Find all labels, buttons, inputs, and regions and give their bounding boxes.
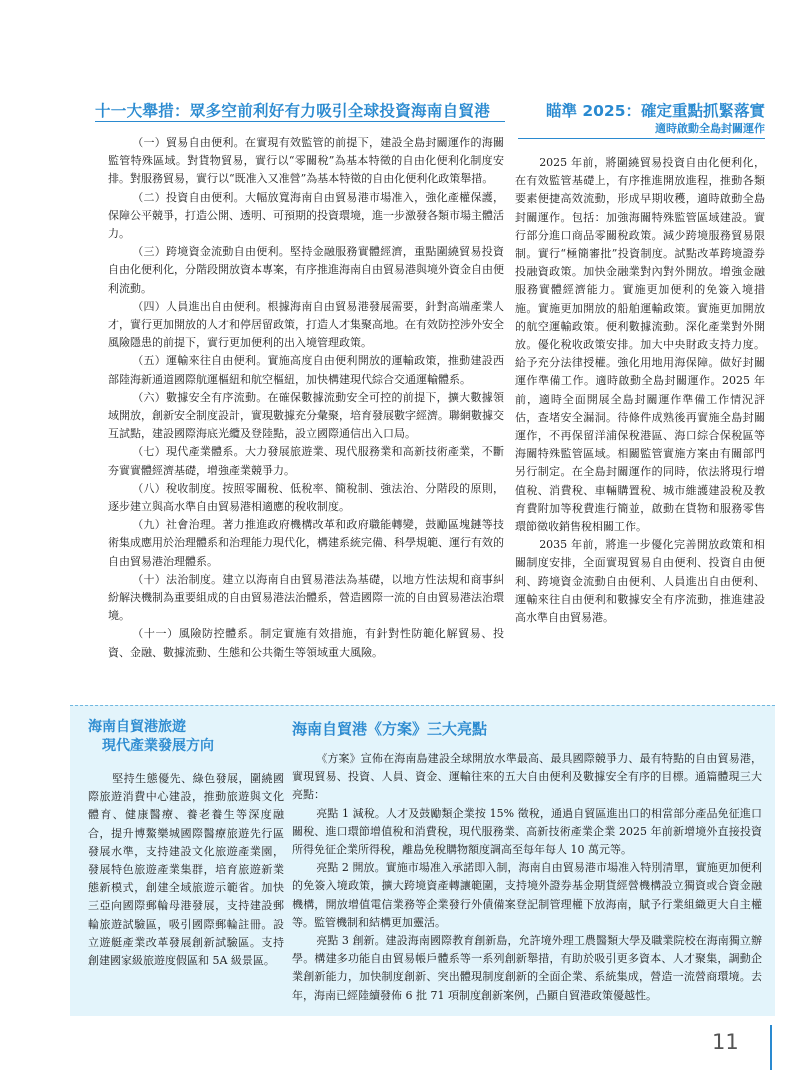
page-number-rule: [770, 1025, 772, 1070]
paragraph: 亮點 3 創新。建設海南國際教育創新島，允許境外理工農醫類大學及職業院校在海南獨立辦學。構建多功能自由貿易帳戶體系等一系列創新舉措，有助於吸引更多資本、人才聚集，調動企業創新能力，加快制度創新、突出體現制度創新的全面企業、系統集成，營造一流營商環境。去年，海南已經陸續發佈 6 批 71 項制度創新案例，凸顯自貿港政策優越性。: [292, 934, 762, 1002]
paragraph: （六）數據安全有序流動。在確保數據流動安全可控的前提下，擴大數據領域開放，創新安全制度設計，實現數據充分彙聚，培育發展數字經濟。聯網數據交互試點，建設國際海底光纜及登陸點，設立國際通信出入口局。: [108, 390, 504, 441]
right-section-body: [515, 154, 765, 627]
main-title-divider: [95, 121, 505, 122]
paragraph: （十）法治制度。建立以海南自由貿易港法為基礎，以地方性法規和商事糾紛解決機制為重要組成的自由貿易港法治體系，營造國際一流的自由貿易港法治環境。: [108, 572, 504, 623]
plan-section-title: 海南自貿港《方案》三大亮點: [292, 720, 488, 738]
tourism-section-title: [88, 718, 288, 756]
paragraph: （三）跨境資金流動自由便利。堅持金融服務實體經濟，重點圍繞貿易投資自由化便利化，分階段開放資本專案，有序推進海南自由貿易港與境外資金自由便利流動。: [108, 245, 504, 295]
paragraph: 2025 年前，將圍繞貿易投資自由化便利化，在有效監管基礎上，有序推進開放進程，推動各類要素便捷高效流動，形成早期收穫，適時啟動全島封關運作。包括：加強海關特殊監管區域建設。實行部分進口商品零關稅政策。減少跨境服務貿易限制。實行“極簡審批”投資制度。試點改革跨境證券投融資政策。加快金融業對內對外開放。增強金融服務實體經濟能力。實施更加便利的免簽入境措施。實施更加開放的船舶運輸政策。實施更加開放的航空運輸政策。便利數據流動。深化產業對外開放。優化稅收政策安排。加大中央財政支持力度。給予充分法律授權。強化用地用海保障。做好封關運作準備工作。適時啟動全島封關運作。2025 年前，適時全面開展全島封關運作準備工作情況評估，查堵安全漏洞。待條件成熟後再實施全島封關運作，不再保留洋浦保稅港區、海口綜合保稅區等海關特殊監管區域。相關監管實施方案由有關部門另行制定。在全島封關運作的同時，依法將現行增值稅、消費稅、車輛購置稅、城市維護建設稅及教育費附加等稅費進行簡並，啟動在貨物和服務零售環節徵收銷售稅相關工作。: [515, 156, 765, 534]
paragraph: （四）人員進出自由便利。根據海南自由貿易港發展需要，針對高端產業人才，實行更加開放的人才和停居留政策，打造人才集聚高地。在有效防控涉外安全風險隱患的前提下，實行更加便利的出入境管理政策。: [108, 299, 504, 350]
page-number: 11: [712, 1030, 739, 1054]
tourism-section-body: [88, 770, 284, 970]
paragraph: （五）運輸來往自由便利。實施高度自由便利開放的運輸政策，推動建設西部陸海新通道國際航運樞紐和航空樞紐，加快構建現代綜合交通運輸體系。: [108, 354, 504, 386]
right-section-subtitle: 適時啟動全島封關運作: [655, 122, 765, 135]
plan-section-body: [292, 750, 762, 1005]
tourism-title-line1: 海南自貿港旅遊: [88, 719, 186, 735]
paragraph: 亮點 1 減稅。人才及鼓勵類企業按 15% 徵稅，通過自貿區進出口的相當部分產品免征進口關稅、進口環節增值稅和消費稅，現代服務業、高新技術產業企業 2025 年前新增境外直接投資所得免征企業所得稅，離島免稅購物額度調高至每年每人 10 萬元等。: [292, 806, 762, 857]
paragraph: （二）投資自由便利。大幅放寬海南自由貿易港市場准入，強化產權保護，保障公平競爭，打造公開、透明、可預期的投資環境，進一步激發各類市場主體活力。: [108, 190, 504, 241]
paragraph: （八）稅收制度。按照零關稅、低稅率、簡稅制、強法治、分階段的原則，逐步建立與高水準自由貿易港相適應的稅收制度。: [108, 481, 504, 514]
paragraph: 《方案》宣佈在海南島建設全球開放水準最高、最具國際競爭力、最有特點的自由貿易港，實現貿易、投資、人員、資金、運輸往來的五大自由便利及數據安全有序的目標。通篇體現三大亮點：: [292, 752, 762, 802]
right-section-title: 瞄準 2025：確定重點抓緊落實: [545, 102, 765, 120]
right-title-divider: [518, 138, 765, 139]
paragraph: （七）現代產業體系。大力發展旅遊業、現代服務業和高新技術產業，不斷夯實實體經濟基礎，增強產業競爭力。: [108, 445, 504, 477]
paragraph: （一）貿易自由便利。在實現有效監管的前提下，建設全島封關運作的海關監管特殊區域。對貨物貿易，實行以“零關稅”為基本特徵的自由化便利化制度安排。對服務貿易，實行以“既准入又准營”為基本特徵的自由化便利化政策舉措。: [108, 136, 504, 186]
paragraph: （九）社會治理。著力推進政府機構改革和政府職能轉變，鼓勵區塊鏈等技術集成應用於治理體系和治理能力現代化，構建系統完備、科學規範、運行有效的自由貿易港治理體系。: [108, 518, 504, 568]
tourism-title-line2: 現代產業發展方向: [102, 738, 214, 754]
paragraph: 2035 年前，將進一步優化完善開放政策和相關制度安排，全面實現貿易自由便利、投資自由便利、跨境資金流動自由便利、人員進出自由便利、運輸來往自由便利和數據安全有序流動，推進建設高水準自由貿易港。: [515, 538, 765, 625]
paragraph: 亮點 2 開放。實施市場准入承諾即入制，海南自由貿易港市場准入特別清單，實施更加便利的免簽入境政策，擴大跨境資產轉讓範圍，支持境外證券基金期貨經營機構設立獨資或合資金融機構，開放增值電信業務等企業發行外債備案登記制管理權下放海南，賦予行業組織更大自主權等。監管機制和結構更加靈活。: [292, 861, 762, 929]
main-section-title: 十一大舉措：眾多空前利好有力吸引全球投資海南自貿港: [95, 102, 491, 120]
paragraph: 堅持生態優先、綠色發展，圍繞國際旅遊消費中心建設，推動旅遊與文化體育、健康醫療、養老養生等深度融合，提升博鰲樂城國際醫療旅遊先行區發展水準，支持建設文化旅遊產業園，發展特色旅遊產業集群，培育旅遊新業態新模式，創建全域旅遊示範省。加快三亞向國際郵輪母港發展，支持建設郵輪旅遊試驗區，吸引國際郵輪註冊。設立遊艇產業改革發展創新試驗區。支持創建國家級旅遊度假區和 5A 級景區。: [88, 772, 284, 968]
main-section-body: [108, 134, 504, 662]
paragraph: （十一）風險防控體系。制定實施有效措施，有針對性防範化解貿易、投資、金融、數據流動、生態和公共衛生等領域重大風險。: [108, 627, 504, 659]
